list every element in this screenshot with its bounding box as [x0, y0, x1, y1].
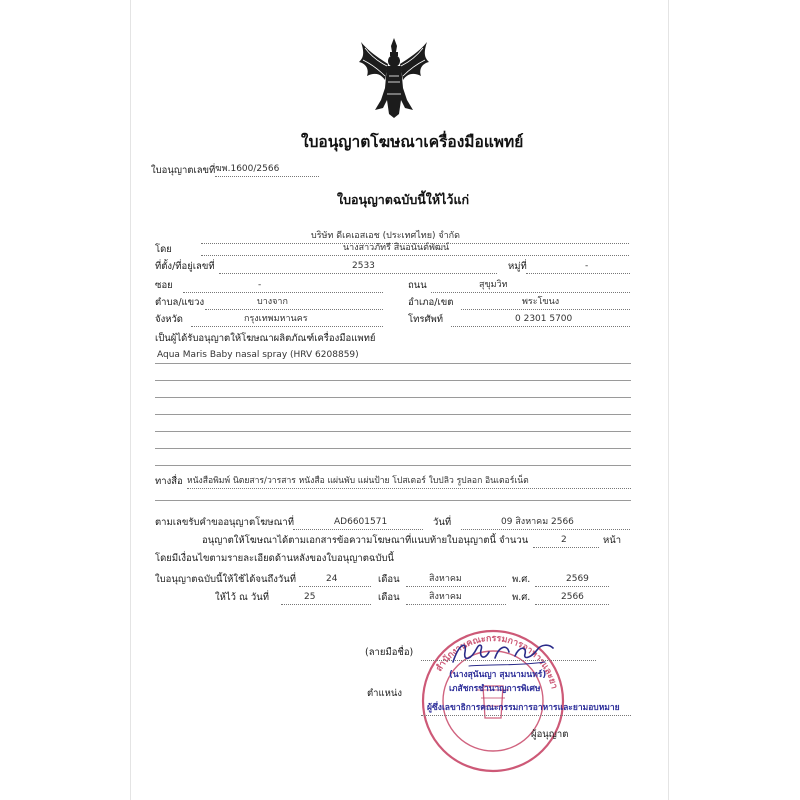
- valid-year: 2569: [566, 574, 589, 584]
- issued-month: สิงหาคม: [429, 592, 462, 602]
- request-number-line: [293, 529, 423, 530]
- phone-value: 0 2301 5700: [515, 314, 573, 324]
- subdistrict-value: บางจาก: [257, 297, 288, 307]
- valid-month-line: [406, 586, 506, 587]
- permit-text: อนุญาตให้โฆษณาได้ตามเอกสารข้อความโฆษณาที่แนบท้ายใบอนุญาตนี้ จำนวน: [202, 535, 529, 546]
- province-value: กรุงเทพมหานคร: [244, 314, 308, 324]
- media-value: หนังสือพิมพ์ นิตยสาร/วารสาร หนังสือ แผ่นพับ แผ่นป้าย โปสเตอร์ ใบปลิว รูปลอก อินเตอร์เน็ต: [187, 476, 529, 486]
- issued-day-line: [281, 604, 371, 605]
- valid-year-label: พ.ศ.: [512, 574, 531, 585]
- province-line: [191, 326, 383, 327]
- valid-day-line: [299, 586, 371, 587]
- document-title: ใบอนุญาตโฆษณาเครื่องมือแพทย์: [301, 133, 524, 151]
- signer-title-1: เภสัชกรชำนาญการพิเศษ: [449, 684, 541, 694]
- subdistrict-label: ตำบล/แขวง: [155, 297, 205, 308]
- valid-year-line: [535, 586, 609, 587]
- issued-year-label: พ.ศ.: [512, 592, 531, 603]
- signer-title-2: ผู้ซึ่งเลขาธิการคณะกรรมการอาหารและยามอบหมาย: [427, 703, 620, 713]
- product-line-4: [155, 414, 631, 415]
- district-label: อำเภอ/เขต: [408, 297, 454, 308]
- soi-label: ซอย: [155, 280, 173, 291]
- product-line-1: [155, 363, 631, 364]
- by-value: นางสาวภัทรี สินอนันต์พัฒน์: [343, 243, 450, 253]
- province-label: จังหวัด: [155, 314, 183, 325]
- product-name: Aqua Maris Baby nasal spray (HRV 6208859): [157, 350, 359, 360]
- issued-day: 25: [304, 592, 316, 602]
- request-number: AD6601571: [334, 517, 388, 527]
- product-line-3: [155, 397, 631, 398]
- company-name: บริษัท ดีเคเอสเอช (ประเทศไทย) จำกัด: [311, 231, 460, 241]
- handwritten-signature: [449, 636, 561, 670]
- sign-label: (ลายมือชื่อ): [365, 647, 414, 658]
- address-line: [219, 273, 497, 274]
- valid-until-label: ใบอนุญาตฉบับนี้ให้ใช้ได้จนถึงวันที่: [155, 574, 296, 585]
- product-line-7: [155, 465, 631, 466]
- licensor-label: ผู้อนุญาต: [531, 729, 569, 740]
- license-document: [131, 0, 668, 800]
- pages-line: [533, 547, 599, 548]
- signer-name: (นางสุนันญา สุมนามนทร์): [449, 670, 547, 680]
- license-number-label: ใบอนุญาตเลขที่: [151, 165, 216, 176]
- address-value: 2533: [352, 261, 375, 271]
- media-line-1: [187, 488, 631, 489]
- phone-line: [451, 326, 630, 327]
- request-date-label: วันที่: [433, 517, 452, 528]
- condition-text: โดยมีเงื่อนไขตามรายละเอียดด้านหลังของใบอนุญาตฉบับนี้: [155, 553, 394, 564]
- moo-label: หมู่ที่: [508, 261, 527, 272]
- moo-value: -: [585, 261, 589, 271]
- position-line: [421, 715, 631, 716]
- issued-label: ให้ไว้ ณ วันที่: [215, 592, 269, 603]
- pages-value: 2: [561, 535, 567, 545]
- request-label: ตามเลขรับคำขออนุญาตโฆษณาที่: [155, 517, 294, 528]
- media-line-2: [155, 500, 631, 501]
- issued-year: 2566: [561, 592, 584, 602]
- license-number-value: ฆพ.1600/2566: [215, 164, 280, 174]
- issued-month-label: เดือน: [378, 592, 400, 603]
- product-line-2: [155, 380, 631, 381]
- pages-unit: หน้า: [603, 535, 622, 546]
- media-label: ทางสื่อ: [155, 476, 183, 487]
- moo-line: [526, 273, 630, 274]
- district-value: พระโขนง: [522, 297, 560, 307]
- district-line: [461, 309, 630, 310]
- road-label: ถนน: [408, 280, 427, 291]
- product-line-6: [155, 448, 631, 449]
- address-label: ที่ตั้ง/ที่อยู่เลขที่: [155, 261, 215, 272]
- subdistrict-line: [205, 309, 383, 310]
- valid-day: 24: [326, 574, 338, 584]
- issued-month-line: [406, 604, 506, 605]
- request-date-value: 09 สิงหาคม 2566: [501, 517, 574, 527]
- road-line: [431, 292, 630, 293]
- product-line-5: [155, 431, 631, 432]
- valid-month: สิงหาคม: [429, 574, 462, 584]
- license-number-line: [215, 176, 319, 177]
- document-subtitle: ใบอนุญาตฉบับนี้ให้ไว้แก่: [337, 192, 470, 207]
- road-value: สุขุมวิท: [479, 280, 508, 290]
- soi-value: -: [258, 280, 262, 290]
- stamp-ring-text: สำนักงานคณะกรรมการอาหารและยา: [434, 633, 559, 691]
- position-label: ตำแหน่ง: [367, 688, 403, 699]
- permission-text: เป็นผู้ได้รับอนุญาตให้โฆษณาผลิตภัณฑ์เครื่องมือแพทย์: [155, 333, 376, 344]
- by-label: โดย: [155, 244, 172, 255]
- by-line: [201, 255, 629, 256]
- soi-line: [183, 292, 383, 293]
- issued-year-line: [535, 604, 609, 605]
- phone-label: โทรศัพท์: [408, 314, 444, 325]
- valid-month-label: เดือน: [378, 574, 400, 585]
- request-date-line: [461, 529, 630, 530]
- garuda-emblem-icon: [357, 36, 431, 120]
